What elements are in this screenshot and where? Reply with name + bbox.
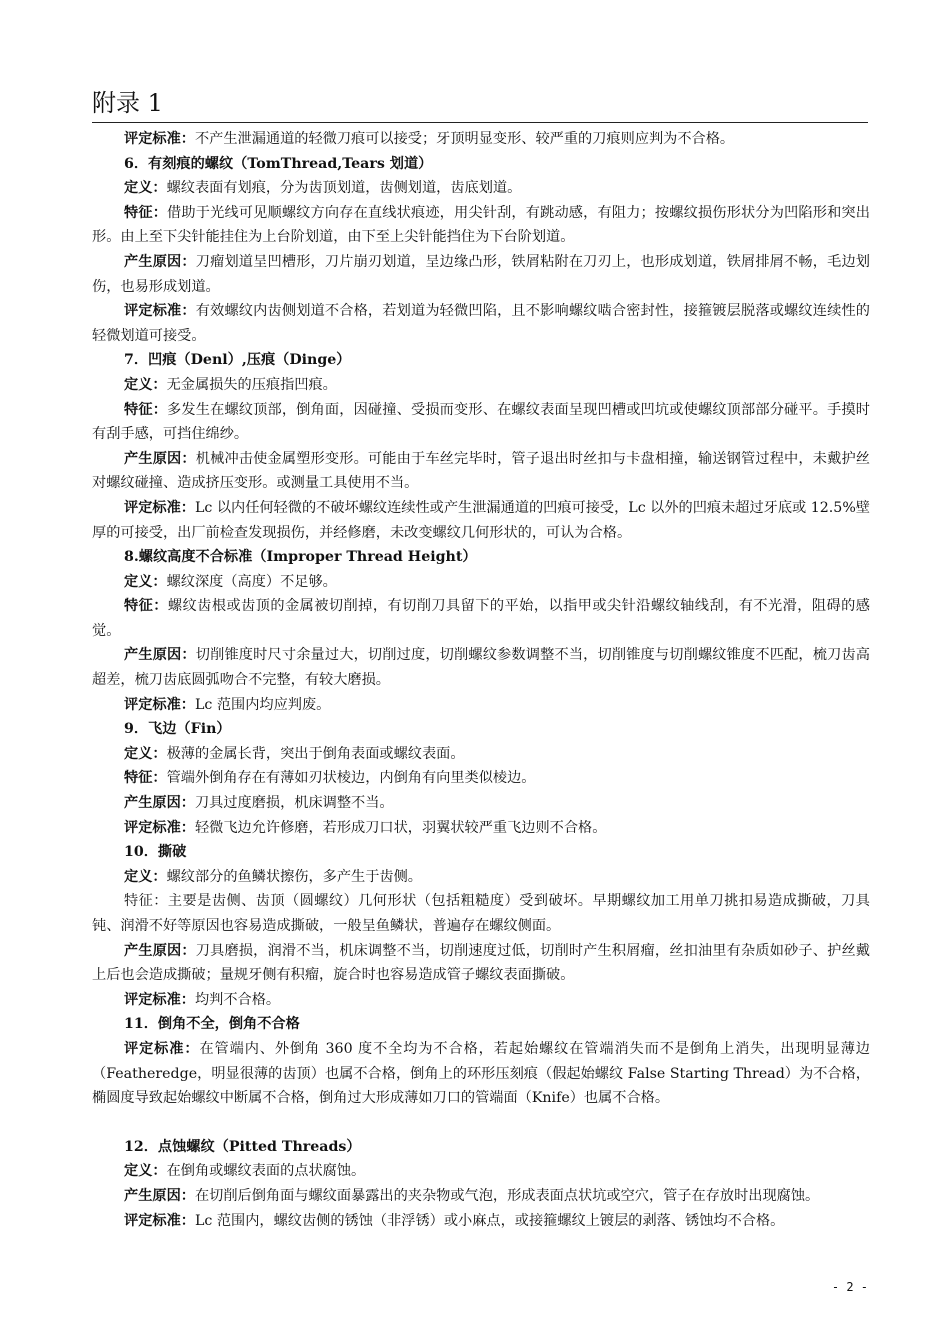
paragraph-label: 评定标准：	[124, 131, 195, 147]
body-paragraph	[92, 643, 870, 692]
paragraph-gap	[92, 1111, 870, 1135]
body-paragraph	[92, 693, 870, 718]
paragraph-label: 评定标准：	[124, 991, 195, 1008]
body-paragraph	[92, 299, 870, 348]
body-paragraph	[92, 816, 870, 841]
body-paragraph	[92, 570, 870, 595]
paragraph-text: 轻微飞边允许修磨，若形成刀口状，羽翼状较严重飞边则不合格。	[194, 819, 607, 836]
section-heading: 11．倒角不全，倒角不合格	[124, 1016, 300, 1033]
section-heading: 12．点蚀螺纹（Pitted Threads）	[124, 1138, 361, 1155]
paragraph-text: 极薄的金属长背，突出于倒角表面或螺纹表面。	[166, 745, 465, 762]
paragraph-text: 切削锥度时尺寸余量过大，切削过度，切削螺纹参数调整不当，切削锥度与切削螺纹锥度不匹配，梳刀齿高超差，梳刀齿底圆弧吻合不完整，有较大磨损。	[92, 647, 870, 689]
paragraph-text: 螺纹齿根或齿顶的金属被切削掉，有切削刀具留下的平始，以指甲或尖针沿螺纹轴线刮，有不光滑，阻碍的感觉。	[92, 598, 870, 639]
paragraph-text: 刀具过度磨损，机床调整不当。	[194, 795, 394, 812]
body-paragraph	[92, 742, 870, 767]
paragraph-label: 定义：	[124, 573, 167, 590]
page-number: - 2 -	[831, 1280, 868, 1294]
paragraph-label: 定义：	[124, 376, 167, 393]
paragraph-label: 评定标准：	[124, 819, 195, 836]
body-paragraph	[92, 594, 870, 643]
paragraph-label: 产生原因：	[124, 647, 196, 664]
body-paragraph	[92, 865, 870, 890]
paragraph-text: 螺纹深度（高度）不足够。	[166, 573, 337, 590]
paragraph-label: 产生原因：	[124, 253, 196, 270]
paragraph-label: 产生原因：	[124, 795, 195, 812]
body-paragraph	[92, 939, 870, 988]
body-paragraph	[92, 1159, 870, 1184]
paragraph-label: 定义：	[124, 1163, 167, 1180]
body-paragraph: 特征：主要是齿侧、齿顶（圆螺纹）几何形状（包括粗糙度）受到破坏。早期螺纹加工用单刀挑扣易造成撕破，刀具钝、润滑不好等原因也容易造成撕破，一般呈鱼鳞状，普遍存在螺纹侧面。	[92, 893, 870, 934]
paragraph-label: 评定标准：	[124, 1040, 200, 1057]
paragraph-text: 机械冲击使金属塑形变形。可能由于车丝完毕时，管子退出时丝扣与卡盘相撞，输送钢管过程中，未戴护丝对螺纹碰撞、造成挤压变形。或测量工具使用不当。	[92, 450, 870, 492]
document-body	[92, 127, 870, 1233]
body-paragraph	[92, 250, 870, 299]
page-header-title: 附录 1	[92, 89, 163, 117]
paragraph-text: 刀瘤划道呈凹槽形，刀片崩刃划道，呈边缘凸形，铁屑粘附在刀刃上，也形成划道，铁屑排屑不畅，毛边划伤，也易形成划道。	[92, 253, 870, 295]
paragraph-label: 产生原因：	[124, 942, 196, 959]
paragraph-label: 特征：	[124, 598, 168, 615]
body-paragraph	[92, 988, 870, 1013]
paragraph-label: 产生原因：	[124, 450, 196, 467]
paragraph-label: 评定标准：	[124, 696, 195, 713]
body-paragraph	[92, 398, 870, 447]
body-paragraph	[92, 373, 870, 398]
body-paragraph	[92, 1184, 870, 1209]
body-paragraph	[92, 496, 870, 545]
paragraph-text: 多发生在螺纹顶部，倒角面，因碰撞、受损而变形、在螺纹表面呈现凹槽或凹坑或使螺纹顶部部分碰平。手摸时有刮手感，可挡住绵纱。	[92, 401, 870, 443]
section-heading: 9．飞边（Fin）	[124, 721, 231, 738]
paragraph-text: Lc 范围内，螺纹齿侧的锈蚀（非浮锈）或小麻点，或接箍螺纹上镀层的剥落、锈蚀均不合格。	[194, 1212, 785, 1229]
paragraph-label: 评定标准：	[124, 303, 196, 320]
body-paragraph	[92, 447, 870, 496]
section-heading: 8.螺纹高度不合标准（Improper Thread Height）	[124, 549, 477, 566]
body-paragraph	[92, 766, 870, 791]
paragraph-label: 定义：	[124, 180, 167, 197]
body-paragraph	[92, 1209, 870, 1234]
paragraph-text: 无金属损失的压痕指凹痕。	[166, 376, 337, 393]
section-heading: 6．有刻痕的螺纹（TomThread,Tears 划道）	[124, 155, 433, 172]
paragraph-label: 特征：	[124, 770, 167, 787]
paragraph-label: 评定标准：	[124, 1212, 195, 1229]
paragraph-label: 产生原因：	[124, 1187, 195, 1204]
body-paragraph	[92, 201, 870, 250]
body-paragraph	[92, 791, 870, 816]
body-paragraph	[92, 1037, 870, 1111]
paragraph-label: 评定标准：	[124, 499, 195, 516]
body-paragraph	[92, 127, 870, 152]
paragraph-text: 在管端内、外倒角 360 度不全均为不合格，若起始螺纹在管端消失而不是倒角上消失，出现明显薄边（Featheredge，明显很薄的齿顶）也属不合格，倒角上的环形压刻痕（假起始螺纹 False Starting Thread）为不合格，椭圆度导致起始螺纹中断属不合格，倒角过大形成薄如刀口的管端面（Knife）也属不合格。	[92, 1040, 870, 1107]
paragraph-text: 螺纹表面有划痕，分为齿顶划道，齿侧划道，齿底划道。	[166, 180, 522, 197]
paragraph-text: Lc 范围内均应判废。	[194, 696, 331, 713]
paragraph-text: 螺纹部分的鱼鳞状擦伤，多产生于齿侧。	[166, 868, 422, 885]
paragraph-label: 定义：	[124, 745, 167, 762]
header-rule	[92, 122, 868, 123]
paragraph-text: 在切削后倒角面与螺纹面暴露出的夹杂物或气泡，形成表面点状坑或空穴，管子在存放时出现腐蚀。	[194, 1187, 820, 1204]
paragraph-text: 均判不合格。	[194, 991, 281, 1008]
paragraph-text: 不产生泄漏通道的轻微刀痕可以接受；牙顶明显变形、较严重的刀痕则应判为不合格。	[194, 131, 735, 147]
section-heading: 7．凹痕（Denl）,压痕（Dinge）	[124, 352, 351, 369]
paragraph-label: 定义：	[124, 868, 167, 885]
body-paragraph	[92, 176, 870, 201]
paragraph-label: 特征：	[124, 204, 168, 221]
section-heading: 10．撕破	[124, 844, 187, 861]
paragraph-text: 刀具磨损，润滑不当，机床调整不当，切削速度过低，切削时产生积屑瘤，丝扣油里有杂质如砂子、护丝戴上后也会造成撕破；量规牙侧有积瘤，旋合时也容易造成管子螺纹表面撕破。	[92, 942, 870, 984]
paragraph-text: 借助于光线可见顺螺纹方向存在直线状痕迹，用尖针刮，有跳动感，有阻力；按螺纹损伤形状分为凹陷形和突出形。由上至下尖针能挂住为上台阶划道，由下至上尖针能挡住为下台阶划道。	[92, 204, 870, 246]
paragraph-text: 在倒角或螺纹表面的点状腐蚀。	[166, 1163, 366, 1180]
paragraph-text: Lc 以内任何轻微的不破坏螺纹连续性或产生泄漏通道的凹痕可接受，Lc 以外的凹痕未超过牙底或 12.5%壁厚的可接受，出厂前检查发现损伤，并经修磨，未改变螺纹几何形状的，可认为合格。	[92, 499, 870, 541]
paragraph-text: 有效螺纹内齿侧划道不合格，若划道为轻微凹陷，且不影响螺纹啮合密封性，接箍镀层脱落或螺纹连续性的轻微划道可接受。	[92, 303, 870, 344]
paragraph-label: 特征：	[124, 401, 168, 418]
paragraph-text: 管端外倒角存在有薄如刃状棱边，内倒角有向里类似棱边。	[166, 770, 536, 787]
